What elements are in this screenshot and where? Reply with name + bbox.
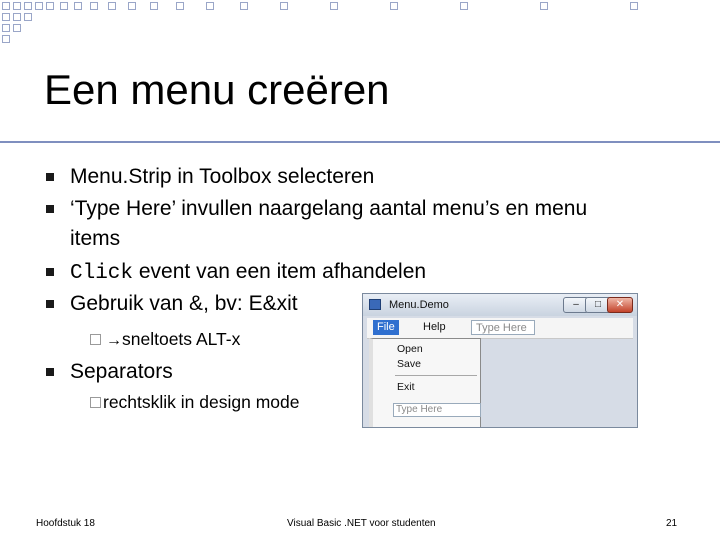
corner-decoration <box>0 0 720 44</box>
deco-square <box>74 2 82 10</box>
window-titlebar <box>363 294 637 316</box>
deco-square <box>2 24 10 32</box>
deco-square <box>108 2 116 10</box>
deco-square <box>24 13 32 21</box>
close-button[interactable]: ✕ <box>607 297 633 313</box>
bullet-separators: Separators <box>70 360 173 383</box>
deco-square <box>2 2 10 10</box>
footer-page-number: 21 <box>666 518 678 529</box>
bullet-marker <box>46 173 54 181</box>
deco-square <box>13 24 21 32</box>
bullet-marker <box>46 268 54 276</box>
shortcut-text: sneltoets ALT-x <box>122 329 241 349</box>
deco-square <box>460 2 468 10</box>
bullet-marker <box>46 368 54 376</box>
deco-square <box>630 2 638 10</box>
deco-square <box>280 2 288 10</box>
deco-square <box>90 2 98 10</box>
bullet-ampersand: Gebruik van &, bv: E&xit <box>70 292 298 315</box>
bullet-menustrip: Menu.Strip in Toolbox selecteren <box>70 165 375 188</box>
menu-separator <box>395 375 477 376</box>
menu-help[interactable]: Help <box>423 321 446 333</box>
window-title: Menu.Demo <box>389 299 449 311</box>
deco-square <box>540 2 548 10</box>
click-event-text: event van een item afhandelen <box>138 260 427 283</box>
deco-square <box>60 2 68 10</box>
minimize-button[interactable]: – <box>563 297 589 313</box>
menu-type-here[interactable]: Type Here <box>471 320 535 335</box>
menu-file[interactable]: File <box>373 320 399 335</box>
click-code: Click <box>70 262 134 285</box>
bullet-click-event <box>70 257 426 289</box>
dropdown-type-here[interactable]: Type Here <box>393 403 481 417</box>
page-title: Een menu creëren <box>44 66 390 113</box>
maximize-button[interactable]: □ <box>585 297 611 313</box>
footer-chapter: Hoofdstuk 18 <box>36 518 95 529</box>
deco-square <box>390 2 398 10</box>
deco-square <box>240 2 248 10</box>
menu-item-open[interactable]: Open <box>397 343 423 355</box>
deco-square <box>330 2 338 10</box>
deco-square <box>24 2 32 10</box>
title-divider <box>0 141 720 143</box>
menu-strip <box>367 318 633 339</box>
sub-bullet-shortcut <box>106 327 240 353</box>
bullet-marker <box>46 205 54 213</box>
checkbox-bullet <box>90 334 101 345</box>
file-dropdown <box>369 338 481 428</box>
deco-square <box>2 13 10 21</box>
menu-item-save[interactable]: Save <box>397 358 421 370</box>
deco-square <box>206 2 214 10</box>
deco-square <box>2 35 10 43</box>
deco-square <box>13 13 21 21</box>
bullet-typehere: ‘Type Here’ invullen naargelang aantal menu’s en menu <box>70 197 588 220</box>
app-icon <box>369 299 381 310</box>
menu-item-exit[interactable]: Exit <box>397 381 415 393</box>
deco-square <box>35 2 43 10</box>
sub-bullet-rightclick: rechtsklik in design mode <box>103 392 300 412</box>
menu-demo-window <box>362 293 638 428</box>
deco-square <box>46 2 54 10</box>
deco-square <box>128 2 136 10</box>
bullet-marker <box>46 300 54 308</box>
arrow-icon: → <box>106 332 122 349</box>
checkbox-bullet <box>90 397 101 408</box>
bullet-typehere-cont: items <box>70 227 121 250</box>
deco-square <box>150 2 158 10</box>
deco-square <box>13 2 21 10</box>
footer-course: Visual Basic .NET voor studenten <box>287 518 436 529</box>
deco-square <box>176 2 184 10</box>
